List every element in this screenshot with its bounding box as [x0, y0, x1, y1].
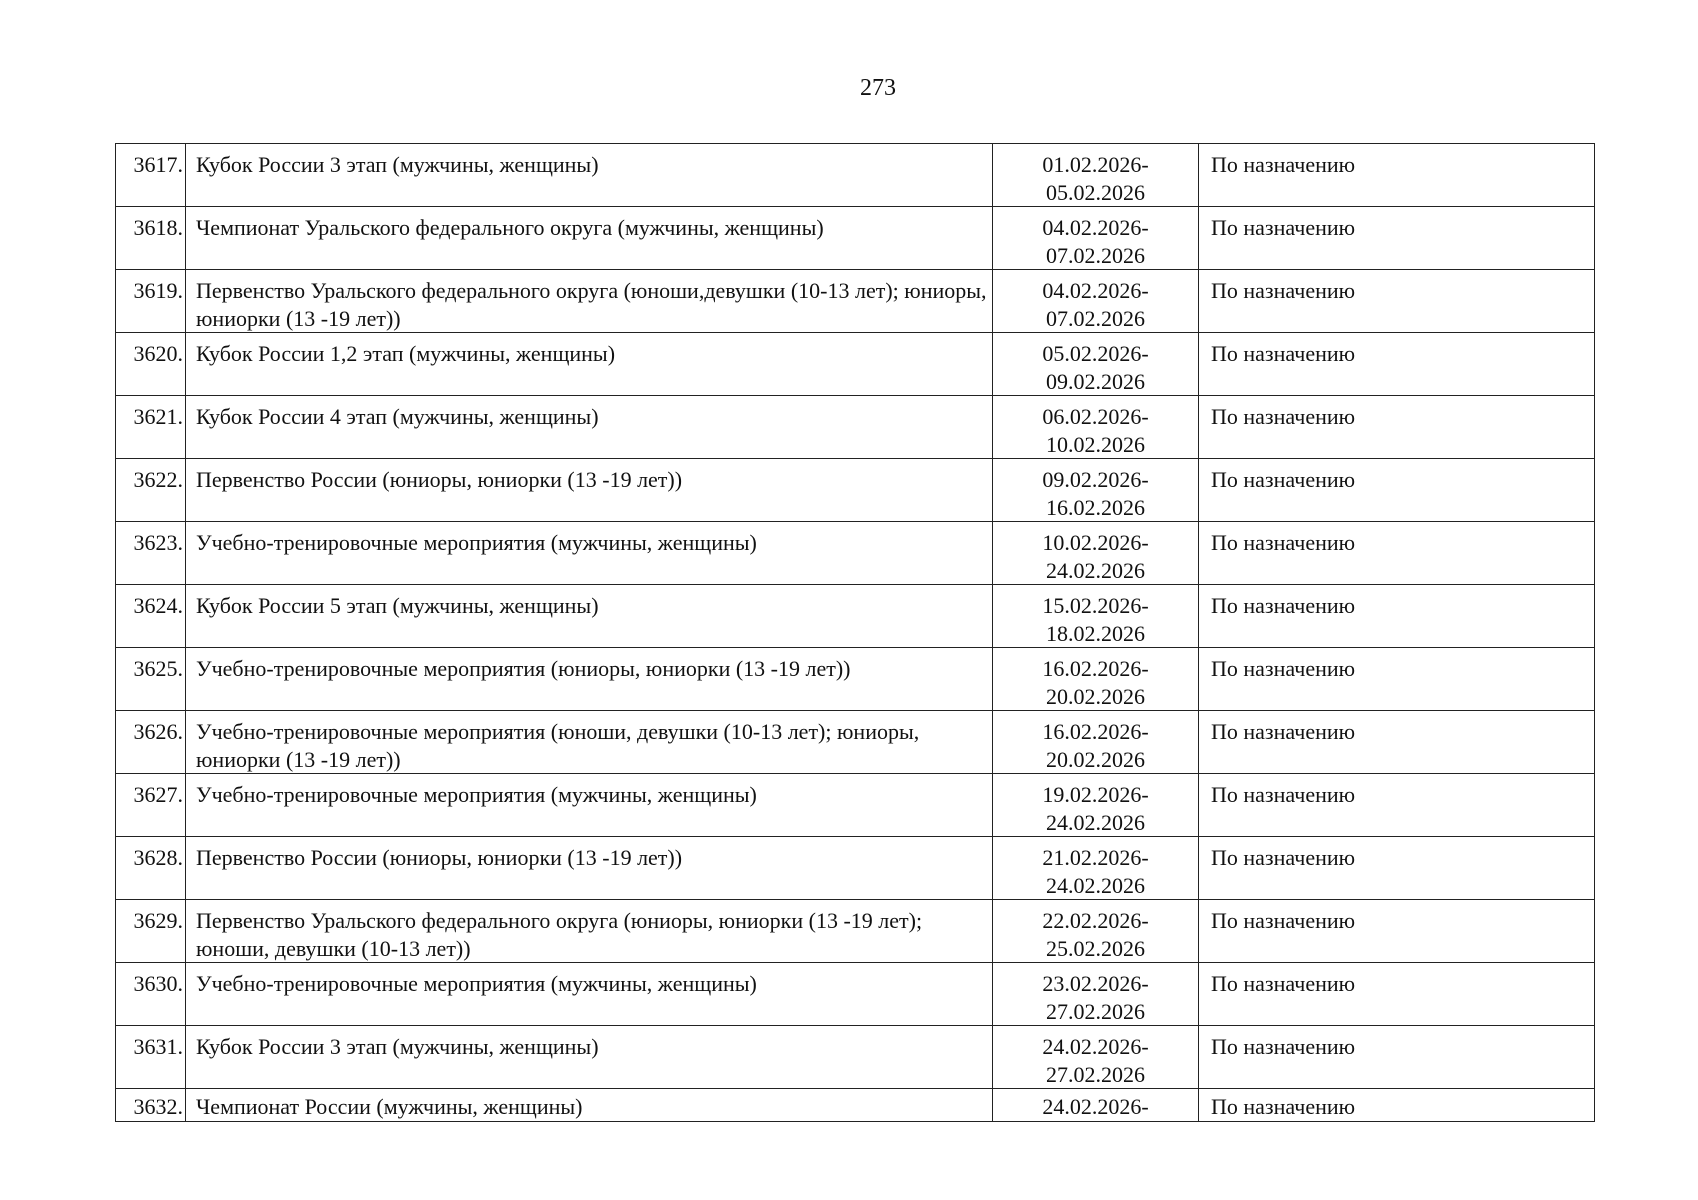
table-row: [116, 207, 1595, 270]
date-start: 24.02.2026-: [1042, 1034, 1149, 1059]
event-dates: [993, 1089, 1199, 1122]
date-end: 20.02.2026: [1046, 683, 1145, 709]
event-place: По назначению: [1199, 396, 1595, 459]
table-row: [116, 774, 1595, 837]
event-place: По назначению: [1199, 270, 1595, 333]
table-row: [116, 711, 1595, 774]
row-number: 3628.: [116, 837, 186, 900]
date-start: 16.02.2026-: [1042, 719, 1149, 744]
event-dates: [993, 396, 1199, 459]
event-name: Кубок России 4 этап (мужчины, женщины): [186, 396, 993, 459]
event-dates: [993, 648, 1199, 711]
event-name: Первенство Уральского федерального округа (юниоры, юниорки (13 -19 лет); юноши, девушки (10-13 лет)): [186, 900, 993, 963]
event-dates: [993, 1026, 1199, 1089]
event-dates: [993, 144, 1199, 207]
date-start: 22.02.2026-: [1042, 908, 1149, 933]
event-name: Кубок России 5 этап (мужчины, женщины): [186, 585, 993, 648]
date-start: 04.02.2026-: [1042, 215, 1149, 240]
date-start: 21.02.2026-: [1042, 845, 1149, 870]
event-place: По назначению: [1199, 648, 1595, 711]
event-dates: [993, 711, 1199, 774]
event-name: Первенство России (юниоры, юниорки (13 -19 лет)): [186, 837, 993, 900]
event-place: По назначению: [1199, 459, 1595, 522]
row-number: 3627.: [116, 774, 186, 837]
event-name: Первенство России (юниоры, юниорки (13 -19 лет)): [186, 459, 993, 522]
date-end: 20.02.2026: [1046, 746, 1145, 772]
event-dates: [993, 837, 1199, 900]
row-number: 3618.: [116, 207, 186, 270]
event-place: По назначению: [1199, 333, 1595, 396]
event-dates: [993, 207, 1199, 270]
table-row: [116, 459, 1595, 522]
event-dates: [993, 585, 1199, 648]
table-row: [116, 1026, 1595, 1089]
table-row: [116, 144, 1595, 207]
event-name: Учебно-тренировочные мероприятия (мужчины, женщины): [186, 774, 993, 837]
table-row: [116, 522, 1595, 585]
row-number: 3629.: [116, 900, 186, 963]
row-number: 3630.: [116, 963, 186, 1026]
date-end: 27.02.2026: [1046, 1061, 1145, 1087]
event-name: Чемпионат России (мужчины, женщины): [186, 1089, 993, 1122]
row-number: 3619.: [116, 270, 186, 333]
event-dates: [993, 459, 1199, 522]
table-row: [116, 585, 1595, 648]
table-row: [116, 1089, 1595, 1122]
date-start: 15.02.2026-: [1042, 593, 1149, 618]
event-place: По назначению: [1199, 963, 1595, 1026]
event-place: По назначению: [1199, 711, 1595, 774]
date-start: 16.02.2026-: [1042, 656, 1149, 681]
date-start: 01.02.2026-: [1042, 152, 1149, 177]
row-number: 3626.: [116, 711, 186, 774]
date-end: 24.02.2026: [1046, 557, 1145, 583]
event-place: По назначению: [1199, 900, 1595, 963]
row-number: 3631.: [116, 1026, 186, 1089]
event-name: Учебно-тренировочные мероприятия (мужчины, женщины): [186, 522, 993, 585]
row-number: 3622.: [116, 459, 186, 522]
date-end: 05.02.2026: [1046, 179, 1145, 205]
event-dates: [993, 774, 1199, 837]
row-number: 3623.: [116, 522, 186, 585]
date-end: 24.02.2026: [1046, 872, 1145, 898]
date-start: 23.02.2026-: [1042, 971, 1149, 996]
table-row: [116, 837, 1595, 900]
table-row: [116, 963, 1595, 1026]
date-end: 09.02.2026: [1046, 368, 1145, 394]
event-dates: [993, 900, 1199, 963]
event-name: Учебно-тренировочные мероприятия (юниоры, юниорки (13 -19 лет)): [186, 648, 993, 711]
event-place: По назначению: [1199, 144, 1595, 207]
date-start: 24.02.2026-: [1042, 1094, 1149, 1119]
event-name: Кубок России 3 этап (мужчины, женщины): [186, 144, 993, 207]
event-dates: [993, 333, 1199, 396]
table-row: [116, 396, 1595, 459]
event-place: По назначению: [1199, 1026, 1595, 1089]
event-dates: [993, 522, 1199, 585]
page-number: 273: [860, 75, 896, 101]
events-table-body: [116, 144, 1595, 1122]
row-number: 3617.: [116, 144, 186, 207]
date-end: 27.02.2026: [1046, 998, 1145, 1024]
table-row: [116, 648, 1595, 711]
row-number: 3624.: [116, 585, 186, 648]
date-end: 07.02.2026: [1046, 242, 1145, 268]
date-start: 09.02.2026-: [1042, 467, 1149, 492]
date-end: 18.02.2026: [1046, 620, 1145, 646]
event-name: Учебно-тренировочные мероприятия (мужчины, женщины): [186, 963, 993, 1026]
date-end: 24.02.2026: [1046, 809, 1145, 835]
event-place: По назначению: [1199, 585, 1595, 648]
date-start: 04.02.2026-: [1042, 278, 1149, 303]
event-place: По назначению: [1199, 207, 1595, 270]
date-end: 07.02.2026: [1046, 305, 1145, 331]
row-number: 3632.: [116, 1089, 186, 1122]
events-table: [115, 143, 1595, 1122]
date-start: 10.02.2026-: [1042, 530, 1149, 555]
event-place: По назначению: [1199, 1089, 1595, 1122]
event-place: По назначению: [1199, 774, 1595, 837]
event-name: Учебно-тренировочные мероприятия (юноши, девушки (10-13 лет); юниоры, юниорки (13 -19 лет)): [186, 711, 993, 774]
date-end: 10.02.2026: [1046, 431, 1145, 457]
row-number: 3625.: [116, 648, 186, 711]
event-dates: [993, 963, 1199, 1026]
date-start: 05.02.2026-: [1042, 341, 1149, 366]
event-name: Чемпионат Уральского федерального округа (мужчины, женщины): [186, 207, 993, 270]
date-end: 16.02.2026: [1046, 494, 1145, 520]
event-name: Кубок России 3 этап (мужчины, женщины): [186, 1026, 993, 1089]
row-number: 3621.: [116, 396, 186, 459]
table-row: [116, 900, 1595, 963]
table-row: [116, 333, 1595, 396]
event-place: По назначению: [1199, 522, 1595, 585]
table-row: [116, 270, 1595, 333]
event-name: Кубок России 1,2 этап (мужчины, женщины): [186, 333, 993, 396]
event-dates: [993, 270, 1199, 333]
event-place: По назначению: [1199, 837, 1595, 900]
event-name: Первенство Уральского федерального округа (юноши,девушки (10-13 лет); юниоры, юниорки (13 -19 лет)): [186, 270, 993, 333]
row-number: 3620.: [116, 333, 186, 396]
date-end: 25.02.2026: [1046, 935, 1145, 961]
date-start: 19.02.2026-: [1042, 782, 1149, 807]
date-start: 06.02.2026-: [1042, 404, 1149, 429]
